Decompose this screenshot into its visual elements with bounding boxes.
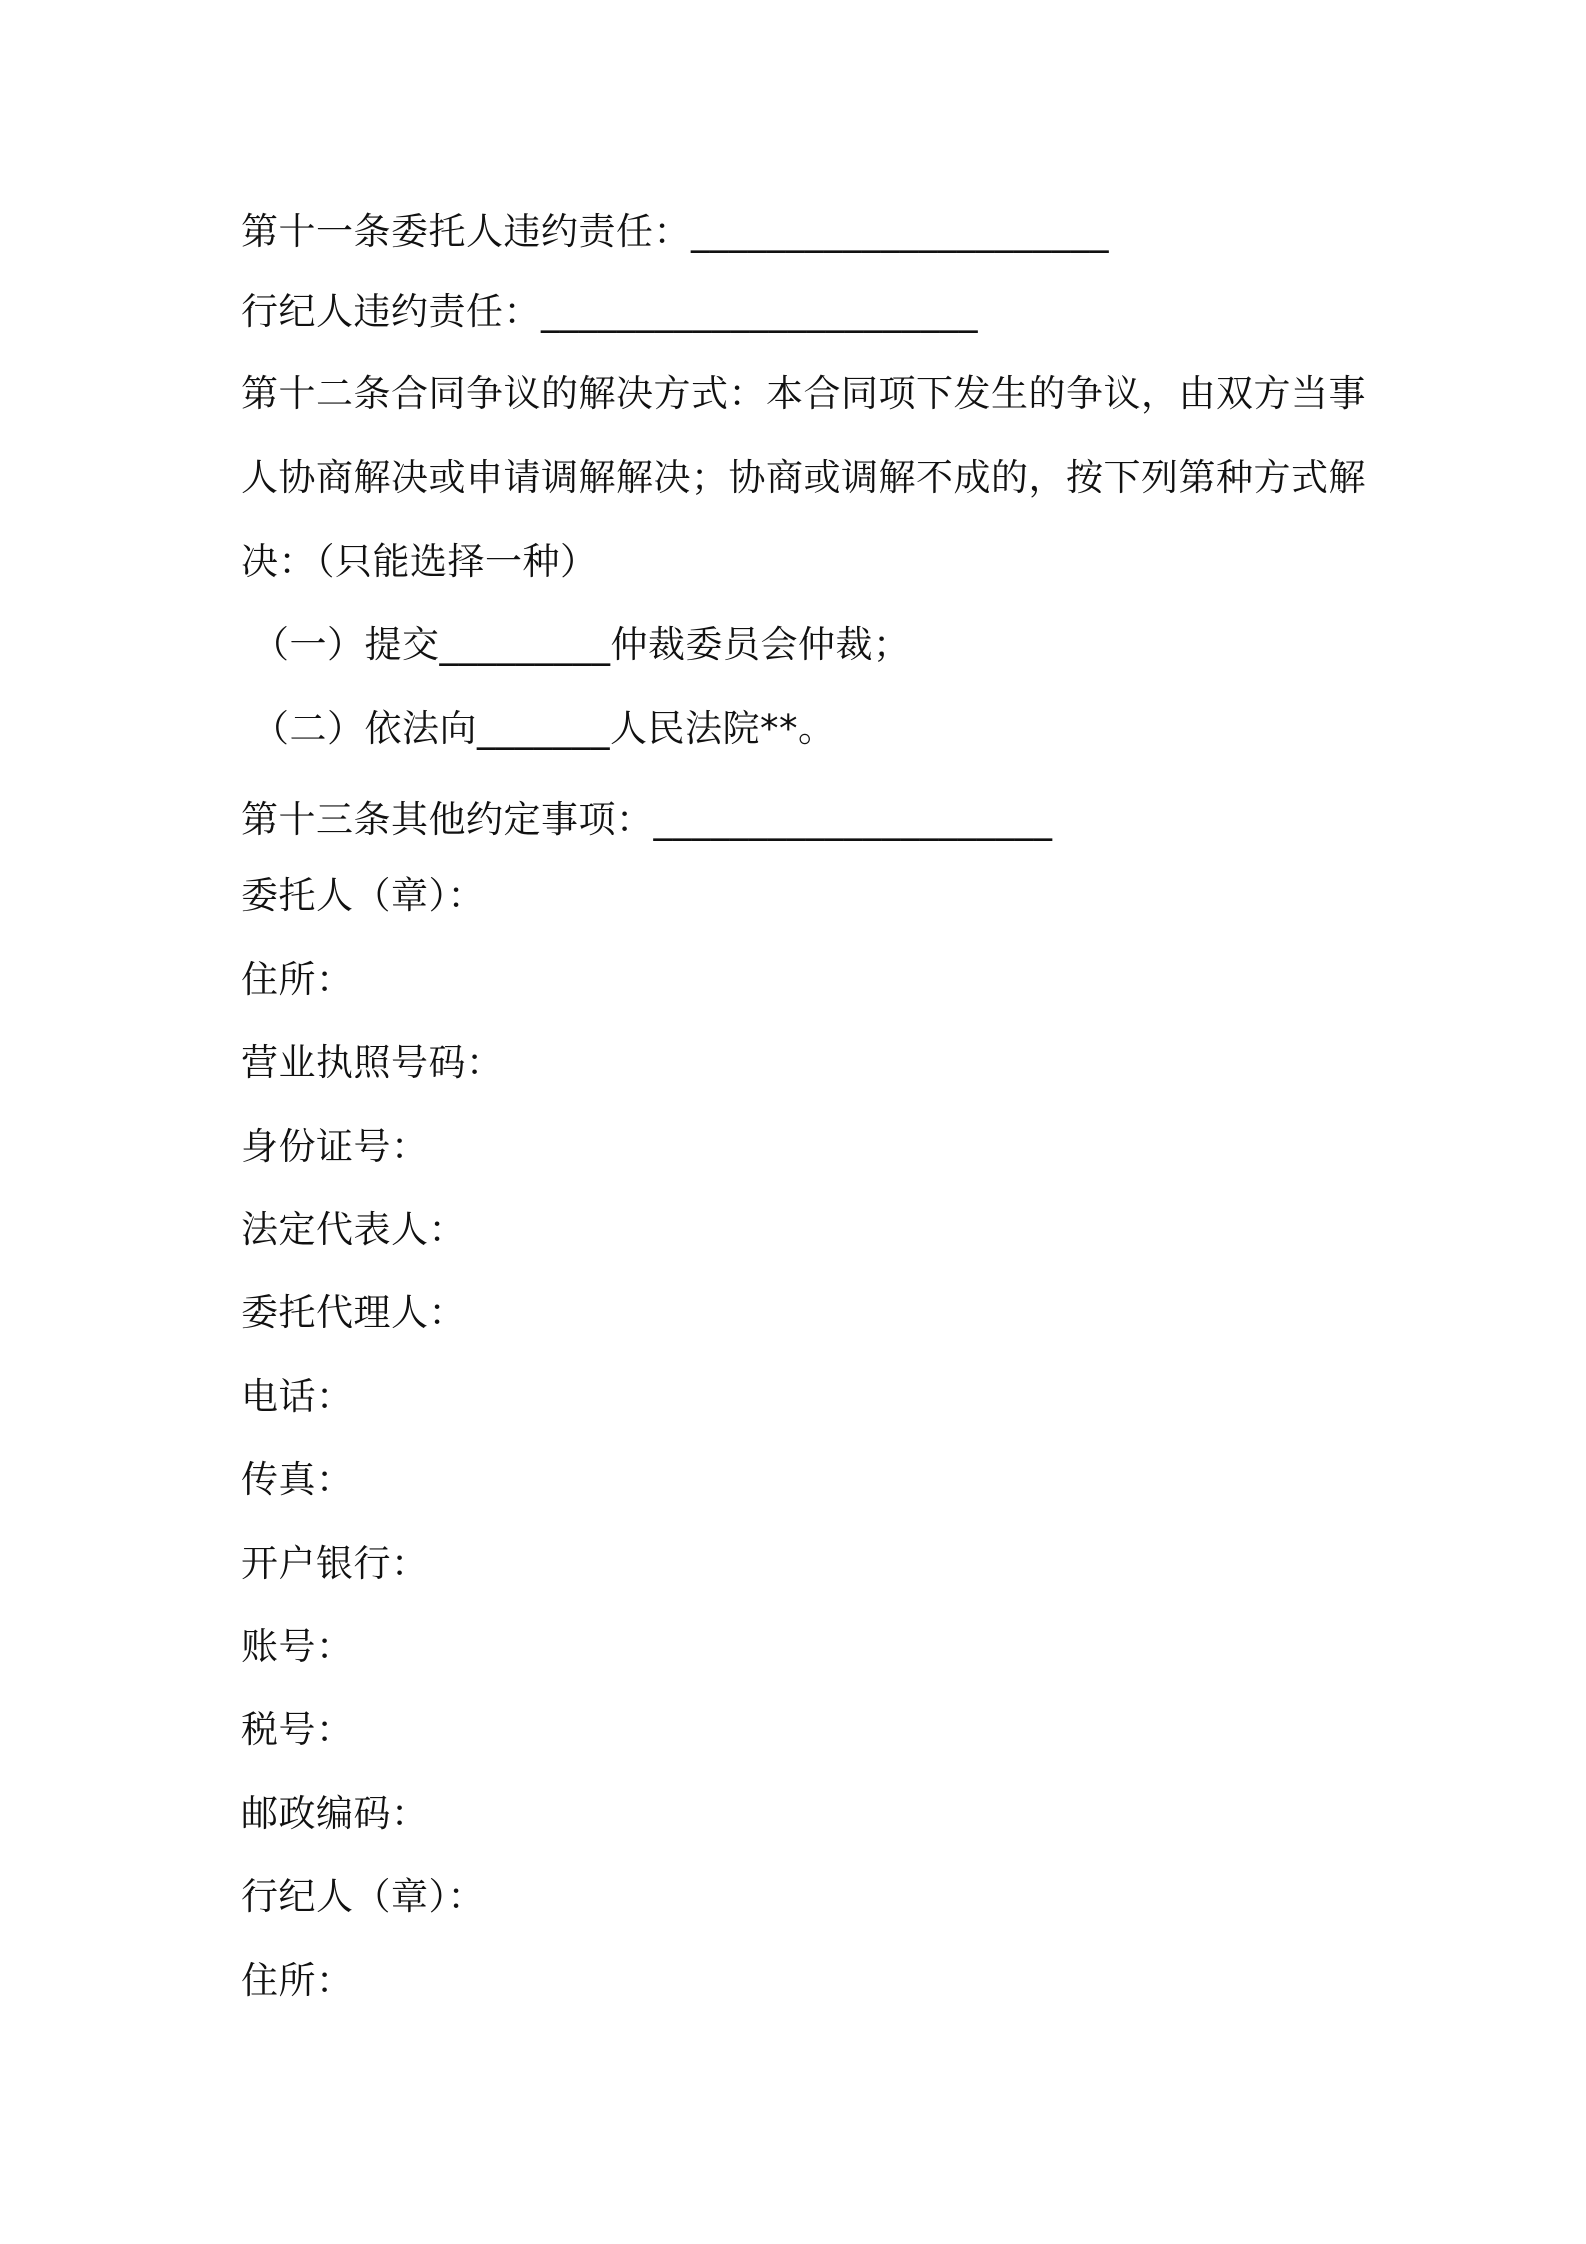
client-business-license-label: 营业执照号码： [241,1041,504,1084]
client-legal-rep-label: 法定代表人： [241,1208,466,1251]
client-account-label: 账号： [241,1625,354,1668]
article-12-line-1: 第十二条合同争议的解决方式：本合同项下发生的争议，由双方当事 [241,372,1366,415]
article-13-other-matters: 第十三条其他约定事项：_____________________ [241,798,1053,841]
article-11-agent-liability: 行纪人违约责任：_______________________ [241,290,978,333]
client-authorized-agent-label: 委托代理人： [241,1291,466,1334]
client-address-label: 住所： [241,958,354,1001]
article-12-option-1: （一）提交_________仲裁委员会仲裁； [252,623,911,666]
client-bank-label: 开户银行： [241,1542,429,1585]
article-12-line-2: 人协商解决或申请调解解决；协商或调解不成的，按下列第种方式解 [241,456,1366,499]
client-fax-label: 传真： [241,1458,354,1501]
agent-address-label: 住所： [241,1959,354,2002]
article-12-option-2: （二）依法向_______人民法院**。 [252,707,836,750]
client-postal-code-label: 邮政编码： [241,1792,429,1835]
client-id-number-label: 身份证号： [241,1125,429,1168]
agent-seal-label: 行纪人（章）： [241,1875,485,1918]
article-11-client-liability: 第十一条委托人违约责任：______________________ [241,210,1109,253]
article-12-line-3: 决：（只能选择一种） [241,540,598,583]
client-tax-id-label: 税号： [241,1708,354,1751]
client-seal-label: 委托人（章）： [241,874,485,917]
client-phone-label: 电话： [241,1375,354,1418]
